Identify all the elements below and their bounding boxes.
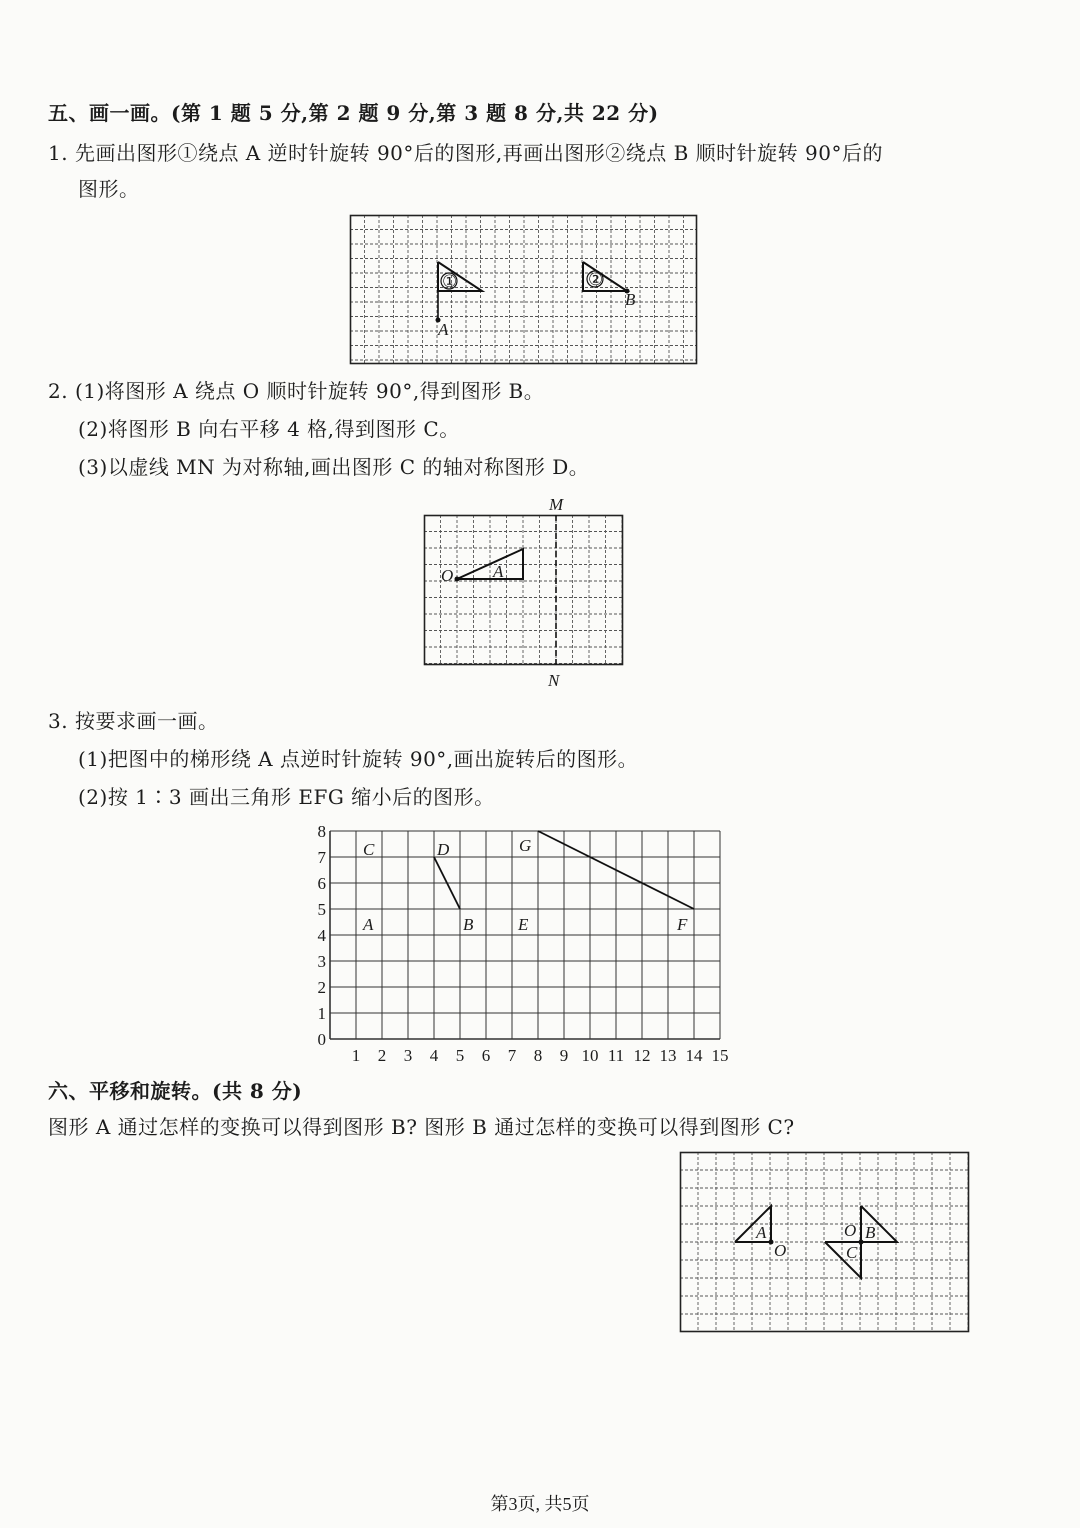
q2-grid-figure	[424, 495, 624, 690]
s6-label-o1: O	[774, 1241, 787, 1260]
q3-text-line1: 3. 按要求画一画。	[48, 709, 219, 733]
q1-grid-figure	[350, 215, 697, 364]
q3-label-d: D	[437, 840, 450, 859]
q3-label-c: C	[363, 840, 375, 859]
q3-x-tick-label: 14	[685, 1046, 703, 1065]
q3-y-tick-label: 0	[317, 1030, 326, 1049]
page-footer: 第3页, 共5页	[490, 1494, 590, 1514]
q3-y-tick-label: 7	[317, 848, 326, 867]
q1-label-fig1: ①	[442, 272, 458, 291]
q2-text-line1: 2. (1)将图形 A 绕点 O 顺时针旋转 90°,得到图形 B。	[48, 379, 545, 403]
q3-y-tick-label: 8	[317, 822, 326, 841]
q3-x-tick-label: 5	[455, 1046, 465, 1065]
q2-label-o: O	[441, 566, 454, 585]
q3-label-g: G	[519, 836, 532, 855]
q3-x-tick-label: 3	[403, 1046, 413, 1065]
q3-text-line3: (2)按 1∶3 画出三角形 EFG 缩小后的图形。	[78, 785, 495, 809]
q2-text-line2: (2)将图形 B 向右平移 4 格,得到图形 C。	[78, 417, 460, 441]
q1-text-line2: 图形。	[78, 177, 140, 201]
q3-x-tick-label: 11	[607, 1046, 625, 1065]
q2-label-n: N	[548, 671, 560, 690]
q3-x-tick-label: 15	[711, 1046, 729, 1065]
q3-y-tick-label: 6	[317, 874, 326, 893]
q3-x-tick-label: 1	[351, 1046, 361, 1065]
q3-label-a: A	[363, 915, 374, 934]
q3-y-tick-label: 1	[317, 1004, 326, 1023]
q3-coordinate-grid	[310, 820, 740, 1070]
q1-label-b: B	[625, 290, 636, 309]
q2-label-a: A	[493, 562, 504, 581]
q3-y-tick-label: 2	[317, 978, 326, 997]
q3-x-tick-label: 2	[377, 1046, 387, 1065]
q3-y-tick-label: 3	[317, 952, 326, 971]
section6-grid-figure	[680, 1152, 970, 1332]
q3-x-tick-label: 13	[659, 1046, 677, 1065]
q1-text-line1: 1. 先画出图形①绕点 A 逆时针旋转 90°后的图形,再画出图形②绕点 B 顺时针旋转 90°后的	[48, 141, 883, 165]
section-6-title: 六、平移和旋转。(共 8 分)	[48, 1079, 303, 1103]
q3-x-tick-label: 10	[581, 1046, 599, 1065]
q3-label-f: F	[677, 915, 688, 934]
q3-label-e: E	[518, 915, 529, 934]
s6-point-o2	[859, 1240, 864, 1245]
q3-y-tick-label: 4	[317, 926, 326, 945]
q2-label-m: M	[549, 495, 564, 514]
q3-label-b: B	[463, 915, 474, 934]
s6-label-b: B	[865, 1223, 876, 1242]
q3-x-tick-label: 7	[507, 1046, 517, 1065]
section-6-question: 图形 A 通过怎样的变换可以得到图形 B? 图形 B 通过怎样的变换可以得到图形 C?	[48, 1115, 795, 1139]
section-5-title: 五、画一画。(第 1 题 5 分,第 2 题 9 分,第 3 题 8 分,共 22 分)	[48, 101, 659, 125]
q3-text-line2: (1)把图中的梯形绕 A 点逆时针旋转 90°,画出旋转后的图形。	[78, 747, 639, 771]
q3-x-tick-label: 8	[533, 1046, 543, 1065]
s6-point-o1	[769, 1240, 774, 1245]
q3-x-tick-label: 9	[559, 1046, 569, 1065]
q2-text-line3: (3)以虚线 MN 为对称轴,画出图形 C 的轴对称图形 D。	[78, 455, 590, 479]
q2-shape-a	[457, 549, 523, 579]
q3-x-tick-label: 6	[481, 1046, 491, 1065]
q1-label-a: A	[438, 320, 449, 339]
s6-label-c: C	[846, 1243, 858, 1262]
s6-label-a: A	[756, 1223, 767, 1242]
q2-point-o	[455, 577, 460, 582]
q1-label-fig2: ②	[588, 270, 604, 289]
q3-x-tick-label: 4	[429, 1046, 439, 1065]
q3-y-tick-label: 5	[317, 900, 326, 919]
s6-label-o2: O	[844, 1221, 857, 1240]
q3-x-tick-label: 12	[633, 1046, 651, 1065]
